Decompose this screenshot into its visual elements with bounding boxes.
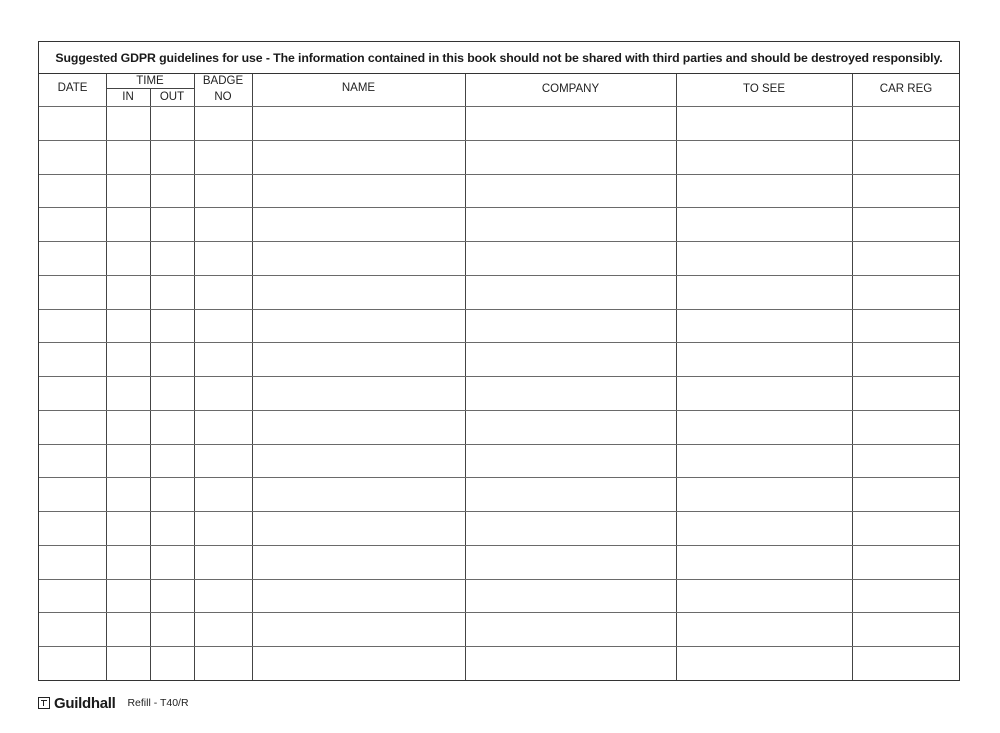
gdpr-notice: Suggested GDPR guidelines for use - The information contained in this book should not be shared with third parties and should be destroyed responsibly. [39,42,959,74]
header-time-in: IN [122,91,134,103]
table-row-line [39,477,959,478]
refill-code: Refill - T40/R [127,697,189,709]
table-row-line [39,579,959,580]
table-row-line [39,207,959,208]
table-row-line [39,275,959,276]
header-company: COMPANY [541,83,600,95]
table-row-line [39,309,959,310]
table-row-line [39,511,959,512]
table-row-line [39,410,959,411]
header-time: TIME [136,75,164,87]
column-divider [150,88,151,680]
header-badge: BADGE [202,75,244,87]
table-row-line [39,241,959,242]
table-row-line [39,444,959,445]
header-date: DATE [57,82,88,94]
brand-name: Guildhall [54,694,116,712]
table-row-line [39,612,959,613]
footer [38,693,189,713]
visitor-log-table [39,74,959,680]
header-to-see: TO SEE [743,83,785,95]
header-car-reg: CAR REG [879,83,933,95]
table-row-line [39,646,959,647]
header-name: NAME [341,82,376,94]
table-row-line [39,342,959,343]
table-row-line [39,545,959,546]
header-badge-no: NO [214,91,232,103]
table-row-line [39,376,959,377]
table-row-line [39,174,959,175]
table-row-line [39,140,959,141]
table-row-line [39,106,959,107]
header-time-out: OUT [159,91,185,103]
visitor-log-sheet [38,41,960,681]
guildhall-logo-icon [38,697,50,709]
